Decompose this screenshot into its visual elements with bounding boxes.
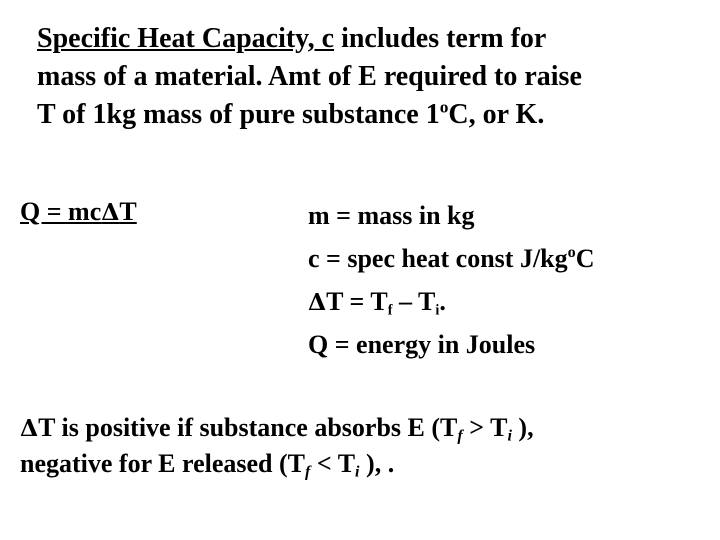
subscript-i: i xyxy=(435,302,440,319)
def-dt-end: . xyxy=(439,287,446,316)
sign-notes xyxy=(20,410,710,482)
def-dt-pre: T = T xyxy=(326,287,388,316)
formula-var: T xyxy=(119,197,137,226)
def-mass: m = mass in kg xyxy=(308,201,475,230)
title-line-1-rest: includes term for xyxy=(334,23,547,54)
title-line-1 xyxy=(37,20,697,58)
note-1-pre: T is positive if substance absorbs E (T xyxy=(38,413,458,442)
title-line-3 xyxy=(37,96,697,134)
delta-symbol: Δ xyxy=(101,198,120,226)
def-specific-heat xyxy=(308,237,594,280)
note-1-mid: > T xyxy=(462,413,508,442)
formula-text: Q = mc xyxy=(20,197,102,226)
variable-definitions xyxy=(308,194,594,366)
note-negative xyxy=(20,446,710,482)
def-c-post: C xyxy=(575,244,595,273)
note-2-mid: < T xyxy=(310,449,356,478)
def-energy: Q = energy in Joules xyxy=(308,330,536,359)
subscript-f: f xyxy=(304,463,311,481)
subscript-i: i xyxy=(355,463,360,481)
title-line-2: mass of a material. Amt of E required to raise xyxy=(37,61,582,92)
subscript-i: i xyxy=(507,427,512,445)
subscript-f: f xyxy=(457,427,463,445)
degree-superscript: o xyxy=(439,97,449,117)
degree-superscript: o xyxy=(567,244,576,262)
def-c-pre: c = spec heat const J/kg xyxy=(308,244,568,273)
title-line-3-post: C, or K. xyxy=(448,99,545,130)
delta-symbol: Δ xyxy=(20,414,39,442)
note-1-end: ), xyxy=(511,413,534,442)
formula-underlined xyxy=(20,197,137,226)
delta-symbol: Δ xyxy=(308,288,327,316)
title-term-underlined: Specific Heat Capacity, c xyxy=(37,23,335,54)
note-2-end: ), . xyxy=(359,449,395,478)
def-delta-t xyxy=(308,280,594,323)
slide-title xyxy=(37,20,697,134)
note-2-pre: negative for E released (T xyxy=(20,449,305,478)
heat-formula xyxy=(20,194,137,230)
title-line-3-pre: T of 1kg mass of pure substance 1 xyxy=(37,99,440,130)
note-positive xyxy=(20,410,710,446)
def-dt-mid: – T xyxy=(392,287,436,316)
subscript-f: f xyxy=(387,302,393,319)
